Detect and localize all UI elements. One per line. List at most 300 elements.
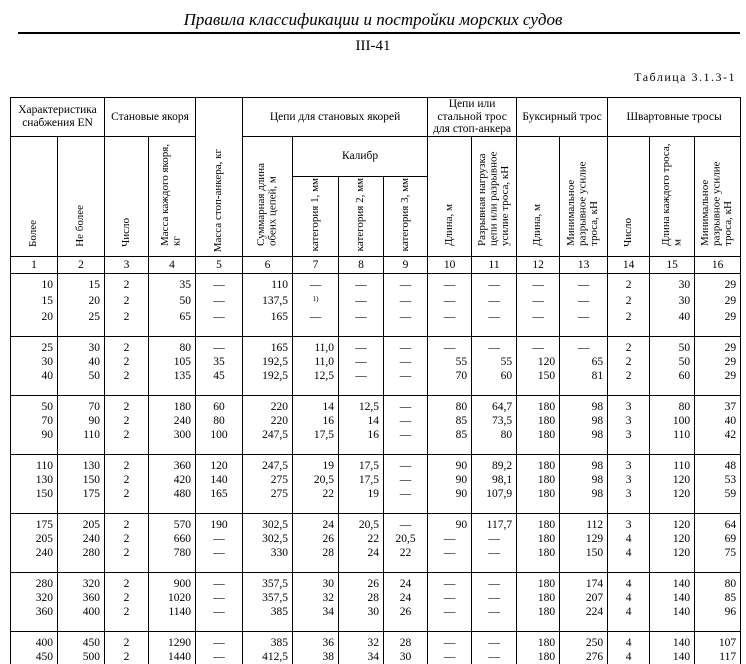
table-cell: 450 — [58, 631, 105, 650]
separator-cell — [293, 383, 339, 396]
table-cell: 205 — [11, 532, 58, 546]
table-cell: 40 — [650, 310, 695, 324]
table-cell: 30 — [11, 355, 58, 369]
table-row — [11, 395, 741, 414]
table-cell: 75 — [695, 546, 741, 560]
table-cell: 2 — [105, 355, 149, 369]
table-cell: 140 — [650, 572, 695, 591]
table-cell: 60 — [196, 395, 243, 414]
table-cell: 17,5 — [339, 473, 384, 487]
table-cell: 320 — [58, 572, 105, 591]
table-cell: 11,0 — [293, 355, 339, 369]
separator-cell — [384, 560, 428, 573]
separator-cell — [472, 324, 517, 337]
separator-cell — [11, 324, 58, 337]
table-cell: 85 — [428, 414, 472, 428]
table-cell: 26 — [293, 532, 339, 546]
table-cell: 80 — [149, 336, 196, 355]
table-cell: — — [384, 355, 428, 369]
table-cell: 150 — [11, 487, 58, 501]
table-cell: 2 — [105, 454, 149, 473]
table-cell: 247,5 — [243, 454, 293, 473]
table-row — [11, 310, 741, 324]
table-row — [11, 454, 741, 473]
table-cell: 320 — [11, 591, 58, 605]
table-cell: 2 — [105, 369, 149, 383]
table-cell: 2 — [105, 473, 149, 487]
table-cell: 11,0 — [293, 336, 339, 355]
separator-cell — [196, 442, 243, 455]
table-cell: — — [472, 532, 517, 546]
table-cell: 2 — [105, 650, 149, 664]
table-cell: 120 — [650, 546, 695, 560]
separator-cell — [695, 619, 741, 632]
column-number: 11 — [472, 257, 517, 274]
table-cell: 2 — [105, 591, 149, 605]
table-cell: 29 — [695, 336, 741, 355]
table-cell: — — [339, 292, 384, 310]
column-number: 15 — [650, 257, 695, 274]
column-number: 6 — [243, 257, 293, 274]
table-cell: 140 — [650, 591, 695, 605]
separator-cell — [58, 560, 105, 573]
table-cell: 17,5 — [293, 428, 339, 442]
table-cell: 140 — [650, 605, 695, 619]
table-cell: 22 — [384, 546, 428, 560]
table-cell: 24 — [339, 546, 384, 560]
table-cell: 69 — [695, 532, 741, 546]
table-row — [11, 414, 741, 428]
table-cell: 64,7 — [472, 395, 517, 414]
table-cell: 107 — [695, 631, 741, 650]
table-cell: 130 — [11, 473, 58, 487]
separator-cell — [560, 560, 608, 573]
separator-cell — [293, 442, 339, 455]
table-cell: — — [196, 532, 243, 546]
table-cell: 140 — [196, 473, 243, 487]
table-cell: 360 — [149, 454, 196, 473]
table-row — [11, 369, 741, 383]
table-cell: 90 — [428, 473, 472, 487]
separator-cell — [560, 501, 608, 514]
col-group-stream-anchor-chain: Цепи или стальной трос для стоп-анкера — [428, 98, 517, 137]
table-cell: 412,5 — [243, 650, 293, 664]
separator-cell — [149, 442, 196, 455]
table-cell: 50 — [650, 336, 695, 355]
table-cell: — — [384, 369, 428, 383]
table-cell: — — [384, 395, 428, 414]
table-cell: — — [472, 546, 517, 560]
table-cell: 357,5 — [243, 572, 293, 591]
table-cell: — — [472, 631, 517, 650]
col-towline-length: Длина, м — [517, 136, 560, 256]
separator-cell — [428, 324, 472, 337]
separator-cell — [650, 324, 695, 337]
table-cell: — — [428, 532, 472, 546]
table-cell: 29 — [695, 369, 741, 383]
table-cell: 90 — [428, 454, 472, 473]
table-row — [11, 274, 741, 293]
table-body — [11, 257, 741, 664]
table-cell: 2 — [608, 355, 650, 369]
table-cell: 29 — [695, 292, 741, 310]
table-cell: 180 — [517, 650, 560, 664]
table-cell: 180 — [517, 395, 560, 414]
table-cell: 64 — [695, 513, 741, 532]
separator-cell — [105, 324, 149, 337]
separator-cell — [517, 560, 560, 573]
separator-cell — [339, 619, 384, 632]
table-cell: 660 — [149, 532, 196, 546]
table-cell: 205 — [58, 513, 105, 532]
separator-cell — [384, 324, 428, 337]
table-cell: — — [196, 572, 243, 591]
table-cell: 2 — [105, 532, 149, 546]
col-group-equipment-number: Характеристика снабжения EN — [11, 98, 105, 137]
table-cell: 180 — [517, 631, 560, 650]
separator-cell — [196, 324, 243, 337]
table-cell: 247,5 — [243, 428, 293, 442]
table-row — [11, 428, 741, 442]
table-cell: 180 — [517, 591, 560, 605]
table-cell: — — [384, 487, 428, 501]
table-label: Таблица 3.1.3-1 — [634, 70, 736, 84]
table-cell: 117 — [695, 650, 741, 664]
table-cell: 2 — [105, 487, 149, 501]
table-cell: — — [560, 310, 608, 324]
separator-cell — [105, 442, 149, 455]
table-cell: 29 — [695, 310, 741, 324]
group-separator — [11, 383, 741, 396]
table-cell: 302,5 — [243, 513, 293, 532]
separator-cell — [428, 501, 472, 514]
separator-cell — [650, 442, 695, 455]
separator-cell — [472, 501, 517, 514]
col-stream-anchor-mass: Масса стоп-анкера, кг — [196, 98, 243, 257]
table-cell: 280 — [11, 572, 58, 591]
table-cell: 35 — [196, 355, 243, 369]
table-row — [11, 546, 741, 560]
group-separator — [11, 442, 741, 455]
separator-cell — [243, 501, 293, 514]
group-separator — [11, 324, 741, 337]
table-cell: 28 — [384, 631, 428, 650]
table-cell: 180 — [149, 395, 196, 414]
table-cell: 53 — [695, 473, 741, 487]
table-cell: 24 — [384, 572, 428, 591]
table-cell: 26 — [339, 572, 384, 591]
table-row — [11, 473, 741, 487]
table-cell: 120 — [650, 532, 695, 546]
separator-cell — [339, 383, 384, 396]
column-number: 8 — [339, 257, 384, 274]
table-cell: 180 — [517, 546, 560, 560]
table-cell: 90 — [428, 487, 472, 501]
table-cell: 112 — [560, 513, 608, 532]
table-cell: 22 — [339, 532, 384, 546]
table-cell: 180 — [517, 532, 560, 546]
separator-cell — [105, 501, 149, 514]
table-cell: 85 — [428, 428, 472, 442]
separator-cell — [339, 324, 384, 337]
separator-cell — [58, 324, 105, 337]
table-cell: 2 — [105, 546, 149, 560]
col-more-than: Более — [11, 136, 58, 256]
separator-cell — [517, 619, 560, 632]
separator-cell — [650, 619, 695, 632]
separator-cell — [428, 442, 472, 455]
column-number: 7 — [293, 257, 339, 274]
table-cell: 165 — [196, 487, 243, 501]
table-cell: 2 — [105, 428, 149, 442]
table-cell: 29 — [695, 274, 741, 293]
table-cell: 400 — [58, 605, 105, 619]
table-cell: — — [196, 274, 243, 293]
table-cell: — — [293, 274, 339, 293]
table-cell: — — [472, 336, 517, 355]
table-cell: — — [196, 546, 243, 560]
table-cell: 120 — [650, 473, 695, 487]
table-cell: 4 — [608, 650, 650, 664]
table-cell: 117,7 — [472, 513, 517, 532]
table-cell: 98,1 — [472, 473, 517, 487]
table-cell: — — [560, 292, 608, 310]
separator-cell — [339, 560, 384, 573]
table-row — [11, 292, 741, 310]
table-cell: — — [339, 369, 384, 383]
column-number: 4 — [149, 257, 196, 274]
table-cell: 20,5 — [384, 532, 428, 546]
table-cell: 360 — [11, 605, 58, 619]
separator-cell — [608, 383, 650, 396]
table-cell: 140 — [650, 650, 695, 664]
table-cell: 20,5 — [293, 473, 339, 487]
footnote-mark: 1) — [312, 295, 319, 303]
table-cell: 2 — [105, 631, 149, 650]
separator-cell — [58, 619, 105, 632]
table-cell: 174 — [560, 572, 608, 591]
table-cell: — — [472, 605, 517, 619]
table-cell: 2 — [608, 336, 650, 355]
table-cell: — — [517, 336, 560, 355]
table-row — [11, 631, 741, 650]
table-cell: 330 — [243, 546, 293, 560]
separator-cell — [105, 560, 149, 573]
table-cell: 26 — [384, 605, 428, 619]
separator-cell — [472, 619, 517, 632]
table-cell: 100 — [650, 414, 695, 428]
table-cell: — — [196, 336, 243, 355]
table-cell: 16 — [293, 414, 339, 428]
table-cell: 110 — [243, 274, 293, 293]
separator-cell — [560, 383, 608, 396]
separator-cell — [560, 442, 608, 455]
table-cell: 180 — [517, 572, 560, 591]
table-cell: — — [428, 650, 472, 664]
table-cell: 98 — [560, 414, 608, 428]
table-cell: 1440 — [149, 650, 196, 664]
separator-cell — [243, 619, 293, 632]
separator-cell — [149, 560, 196, 573]
table-cell: — — [472, 572, 517, 591]
table-cell: 34 — [339, 650, 384, 664]
table-cell: 32 — [339, 631, 384, 650]
table-cell: 40 — [11, 369, 58, 383]
table-cell: 89,2 — [472, 454, 517, 473]
table-row — [11, 650, 741, 664]
table-cell: 302,5 — [243, 532, 293, 546]
table-cell: 17,5 — [339, 454, 384, 473]
table-cell: — — [472, 310, 517, 324]
separator-cell — [517, 383, 560, 396]
table-cell: 81 — [560, 369, 608, 383]
separator-cell — [428, 560, 472, 573]
table-cell: 360 — [58, 591, 105, 605]
separator-cell — [384, 383, 428, 396]
table-cell: 29 — [695, 355, 741, 369]
running-header: Правила классификации и постройки морских судов — [183, 10, 563, 29]
table-cell: 19 — [293, 454, 339, 473]
separator-cell — [560, 324, 608, 337]
table-cell: 175 — [58, 487, 105, 501]
table-cell: 4 — [608, 605, 650, 619]
table-cell: 2 — [105, 274, 149, 293]
col-chain-category-1: категория 1, мм — [293, 177, 339, 257]
table-cell: 3 — [608, 473, 650, 487]
separator-cell — [695, 324, 741, 337]
separator-cell — [243, 383, 293, 396]
group-separator — [11, 501, 741, 514]
table-cell — [293, 292, 339, 310]
table-cell: — — [384, 292, 428, 310]
table-cell: 73,5 — [472, 414, 517, 428]
table-cell: 180 — [517, 487, 560, 501]
table-cell: 2 — [105, 336, 149, 355]
table-cell: — — [384, 473, 428, 487]
table-cell: — — [384, 310, 428, 324]
table-cell: 100 — [196, 428, 243, 442]
separator-cell — [58, 383, 105, 396]
table-cell: 1020 — [149, 591, 196, 605]
separator-cell — [517, 501, 560, 514]
table-cell: 20 — [58, 292, 105, 310]
table-cell: 4 — [608, 591, 650, 605]
separator-cell — [11, 383, 58, 396]
column-number: 10 — [428, 257, 472, 274]
separator-cell — [650, 560, 695, 573]
table-cell: 220 — [243, 414, 293, 428]
table-cell: 3 — [608, 487, 650, 501]
table-cell: 275 — [243, 473, 293, 487]
col-mooring-length: Длина каждого троса, м — [650, 136, 695, 256]
table-cell: 3 — [608, 454, 650, 473]
col-mooring-breaking-load: Минимальное разрывное усилие троса, кН — [695, 136, 741, 256]
table-cell: 480 — [149, 487, 196, 501]
separator-cell — [608, 442, 650, 455]
table-cell: 12,5 — [339, 395, 384, 414]
separator-cell — [560, 619, 608, 632]
separator-cell — [472, 383, 517, 396]
table-cell: — — [428, 292, 472, 310]
table-cell: 42 — [695, 428, 741, 442]
column-number: 14 — [608, 257, 650, 274]
table-cell: — — [472, 650, 517, 664]
table-cell: — — [339, 355, 384, 369]
table-row — [11, 605, 741, 619]
separator-cell — [695, 560, 741, 573]
table-cell: 50 — [58, 369, 105, 383]
table-cell: 36 — [293, 631, 339, 650]
table-cell: 250 — [560, 631, 608, 650]
separator-cell — [105, 383, 149, 396]
table-cell: 2 — [608, 274, 650, 293]
table-cell: 70 — [58, 395, 105, 414]
table-cell: 12,5 — [293, 369, 339, 383]
table-cell: 35 — [149, 274, 196, 293]
table-cell: 900 — [149, 572, 196, 591]
table-cell: — — [428, 336, 472, 355]
table-cell: 180 — [517, 605, 560, 619]
table-cell: 400 — [11, 631, 58, 650]
col-towline-breaking-load: Минимальное разрывное усилие троса, кН — [560, 136, 608, 256]
separator-cell — [149, 383, 196, 396]
separator-cell — [384, 501, 428, 514]
table-cell: — — [384, 428, 428, 442]
table-cell: 110 — [650, 454, 695, 473]
table-cell: 2 — [608, 310, 650, 324]
separator-cell — [58, 442, 105, 455]
separator-cell — [695, 501, 741, 514]
col-not-more-than: Не более — [58, 136, 105, 256]
table-cell: 2 — [105, 310, 149, 324]
table-cell: 22 — [293, 487, 339, 501]
separator-cell — [11, 501, 58, 514]
table-cell: — — [196, 310, 243, 324]
table-cell: 280 — [58, 546, 105, 560]
separator-cell — [243, 560, 293, 573]
table-cell: 60 — [650, 369, 695, 383]
table-cell: — — [339, 310, 384, 324]
table-cell: 55 — [428, 355, 472, 369]
table-cell: 59 — [695, 487, 741, 501]
table-cell: 40 — [58, 355, 105, 369]
separator-cell — [517, 442, 560, 455]
table-cell: — — [560, 274, 608, 293]
table-cell: — — [517, 310, 560, 324]
col-chain-total-length: Суммарная длина обеих цепей, м — [243, 136, 293, 256]
table-cell: 450 — [11, 650, 58, 664]
table-cell: — — [517, 292, 560, 310]
separator-cell — [650, 383, 695, 396]
col-group-towline: Буксирный трос — [517, 98, 608, 137]
table-cell: — — [472, 274, 517, 293]
col-group-bower-anchors: Становые якоря — [105, 98, 196, 137]
table-cell: 30 — [293, 572, 339, 591]
col-stream-chain-length: Длина, м — [428, 136, 472, 256]
table-cell: — — [428, 572, 472, 591]
table-cell: 240 — [11, 546, 58, 560]
table-cell: 65 — [560, 355, 608, 369]
table-cell: 180 — [517, 428, 560, 442]
table-cell: — — [428, 605, 472, 619]
column-number: 1 — [11, 257, 58, 274]
col-group-chain-diameter: Калибр — [293, 136, 428, 176]
table-cell: 30 — [650, 292, 695, 310]
table-cell: 190 — [196, 513, 243, 532]
separator-cell — [196, 560, 243, 573]
table-cell: — — [428, 591, 472, 605]
table-cell: 130 — [58, 454, 105, 473]
